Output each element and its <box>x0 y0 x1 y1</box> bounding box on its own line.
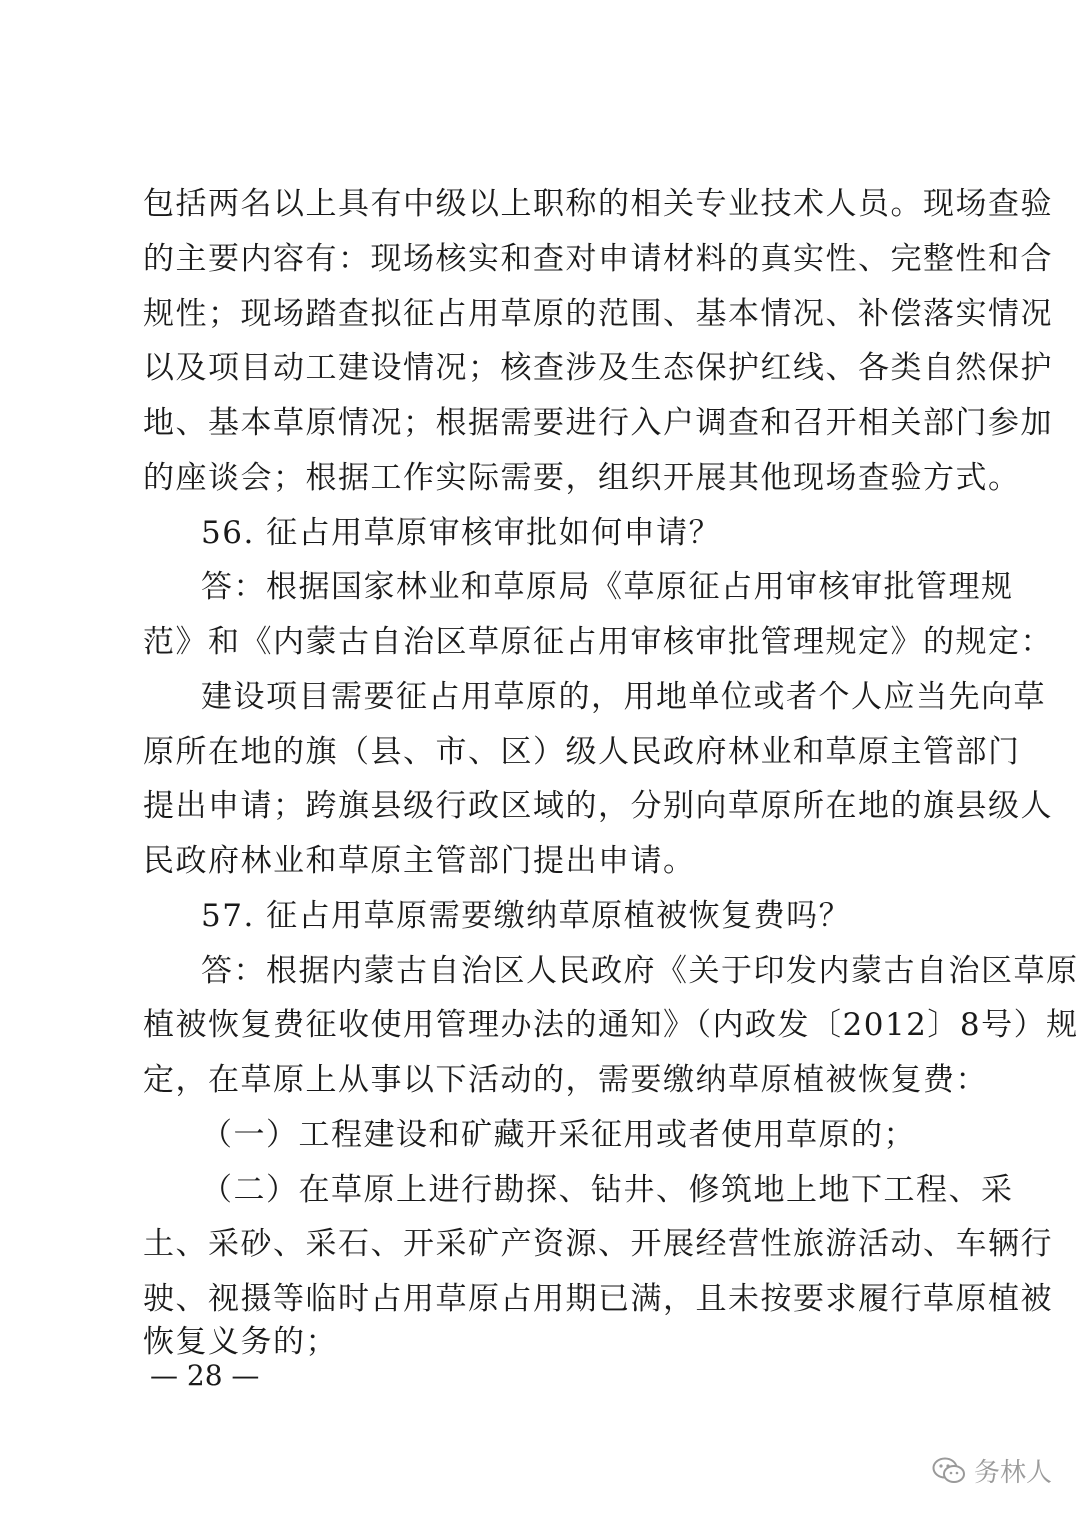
body-line: 植被恢复费征收使用管理办法的通知》（内政发〔2012〕8号）规 <box>143 1007 1079 1043</box>
body-line: 的主要内容有：现场核实和查对申请材料的真实性、完整性和合 <box>143 241 1053 277</box>
body-line: 包括两名以上具有中级以上职称的相关专业技术人员。现场查验 <box>143 186 1053 222</box>
watermark <box>932 1452 1052 1489</box>
body-line: 规性；现场踏查拟征占用草原的范围、基本情况、补偿落实情况 <box>143 296 1053 332</box>
question-heading-57: 57. 征占用草原需要缴纳草原植被恢复费吗？ <box>201 898 852 934</box>
wechat-icon <box>932 1456 966 1486</box>
body-line: 答：根据国家林业和草原局《草原征占用审核审批管理规 <box>201 569 1014 605</box>
body-line: 答：根据内蒙古自治区人民政府《关于印发内蒙古自治区草原 <box>201 953 1079 989</box>
body-line: 建设项目需要征占用草原的，用地单位或者个人应当先向草 <box>201 679 1046 715</box>
body-line: 定，在草原上从事以下活动的，需要缴纳草原植被恢复费： <box>143 1062 988 1098</box>
body-line: 原所在地的旗（县、市、区）级人民政府林业和草原主管部门 <box>143 734 1021 770</box>
list-item: （二）在草原上进行勘探、钻井、修筑地上地下工程、采 <box>201 1172 1014 1208</box>
list-item: （一）工程建设和矿藏开采征用或者使用草原的； <box>201 1117 916 1153</box>
body-line: 的座谈会；根据工作实际需要，组织开展其他现场查验方式。 <box>143 460 1021 496</box>
body-line: 地、基本草原情况；根据需要进行入户调查和召开相关部门参加 <box>143 405 1053 441</box>
body-line: 恢复义务的； <box>143 1324 338 1360</box>
body-line: 驶、视摄等临时占用草原占用期已满，且未按要求履行草原植被 <box>143 1281 1053 1317</box>
body-line: 范》和《内蒙古自治区草原征占用审核审批管理规定》的规定： <box>143 624 1053 660</box>
body-line: 以及项目动工建设情况；核查涉及生态保护红线、各类自然保护 <box>143 350 1053 386</box>
page-number: — 28 — <box>150 1359 260 1392</box>
question-heading-56: 56. 征占用草原审核审批如何申请？ <box>201 515 722 551</box>
watermark-text: 务林人 <box>973 1458 1052 1488</box>
body-line: 提出申请；跨旗县级行政区域的，分别向草原所在地的旗县级人 <box>143 788 1053 824</box>
body-line: 土、采砂、采石、开采矿产资源、开展经营性旅游活动、车辆行 <box>143 1226 1053 1262</box>
body-line: 民政府林业和草原主管部门提出申请。 <box>143 843 696 879</box>
